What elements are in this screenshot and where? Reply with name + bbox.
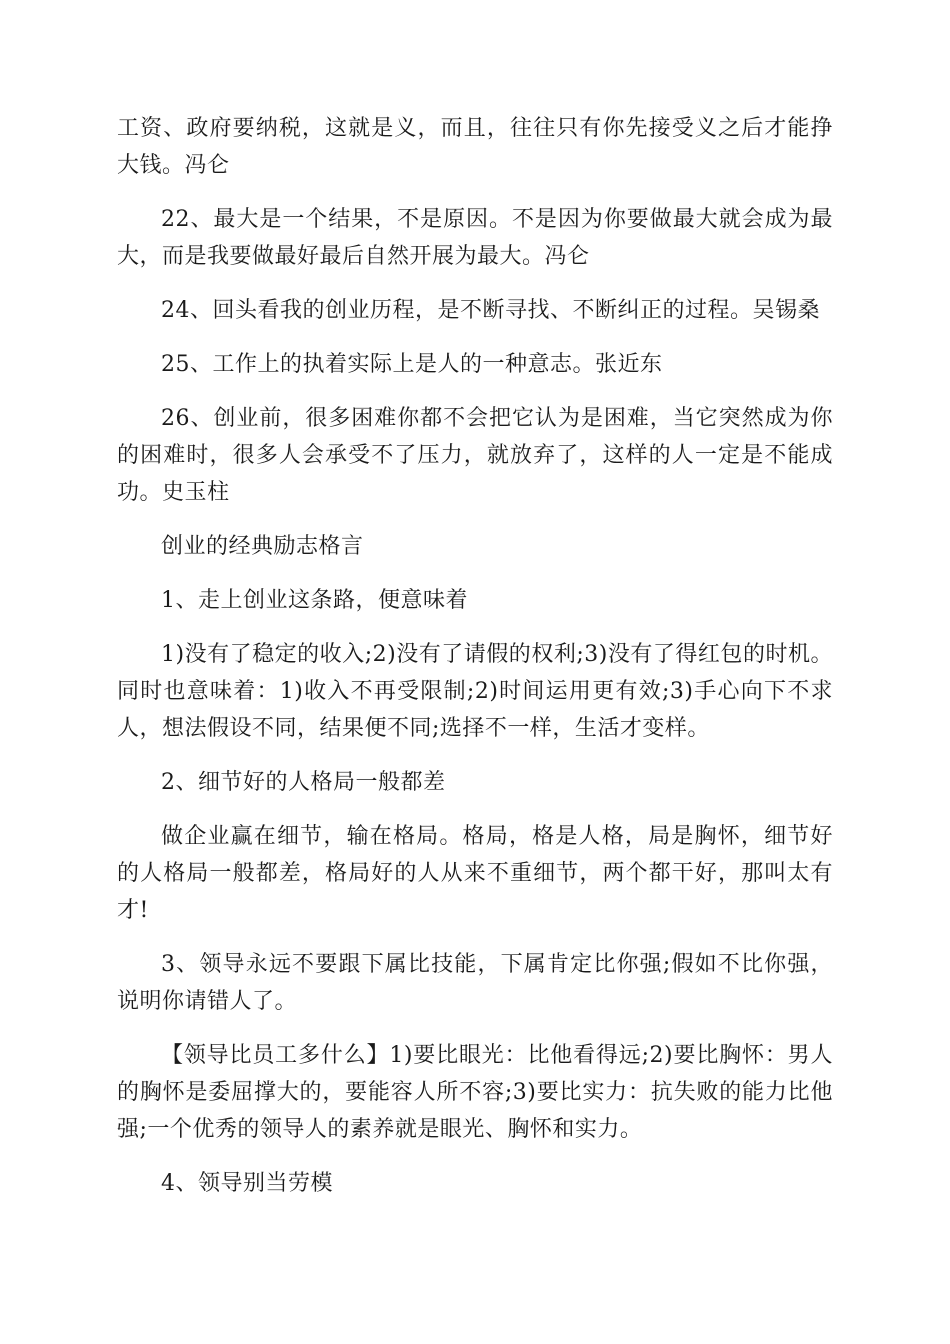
paragraph: 1)没有了稳定的收入;2)没有了请假的权利;3)没有了得红包的时机。同时也意味着：1)收入不再受限制;2)时间运用更有效;3)手心向下不求人，想法假设不同，结果便不同;选择不一样，生活才变样。 (117, 642, 833, 741)
paragraph: 4、领导别当劳模 (161, 1171, 333, 1196)
paragraph: 工资、政府要纳税，这就是义，而且，往往只有你先接受义之后才能挣大钱。冯仑 (117, 116, 833, 178)
paragraph: 26、创业前，很多困难你都不会把它认为是困难，当它突然成为你的困难时，很多人会承受不了压力，就放弃了，这样的人一定是不能成功。史玉柱 (117, 406, 833, 505)
paragraph: 【领导比员工多什么】1)要比眼光：比他看得远;2)要比胸怀：男人的胸怀是委屈撑大的，要能容人所不容;3)要比实力：抗失败的能力比他强;一个优秀的领导人的素养就是眼光、胸怀和实力。 (117, 1043, 833, 1142)
paragraph: 2、细节好的人格局一般都差 (161, 770, 446, 795)
paragraph: 22、最大是一个结果，不是原因。不是因为你要做最大就会成为最大，而是我要做最好最后自然开展为最大。冯仑 (117, 207, 833, 269)
paragraph: 1、走上创业这条路，便意味着 (161, 588, 468, 613)
paragraph: 做企业赢在细节，输在格局。格局，格是人格，局是胸怀，细节好的人格局一般都差，格局好的人从来不重细节，两个都干好，那叫太有才! (117, 824, 833, 923)
paragraph: 3、领导永远不要跟下属比技能，下属肯定比你强;假如不比你强，说明你请错人了。 (117, 952, 833, 1014)
section-heading: 创业的经典励志格言 (161, 534, 364, 559)
paragraph: 25、工作上的执着实际上是人的一种意志。张近东 (161, 352, 663, 377)
paragraph: 24、回头看我的创业历程，是不断寻找、不断纠正的过程。吴锡桑 (161, 298, 820, 323)
